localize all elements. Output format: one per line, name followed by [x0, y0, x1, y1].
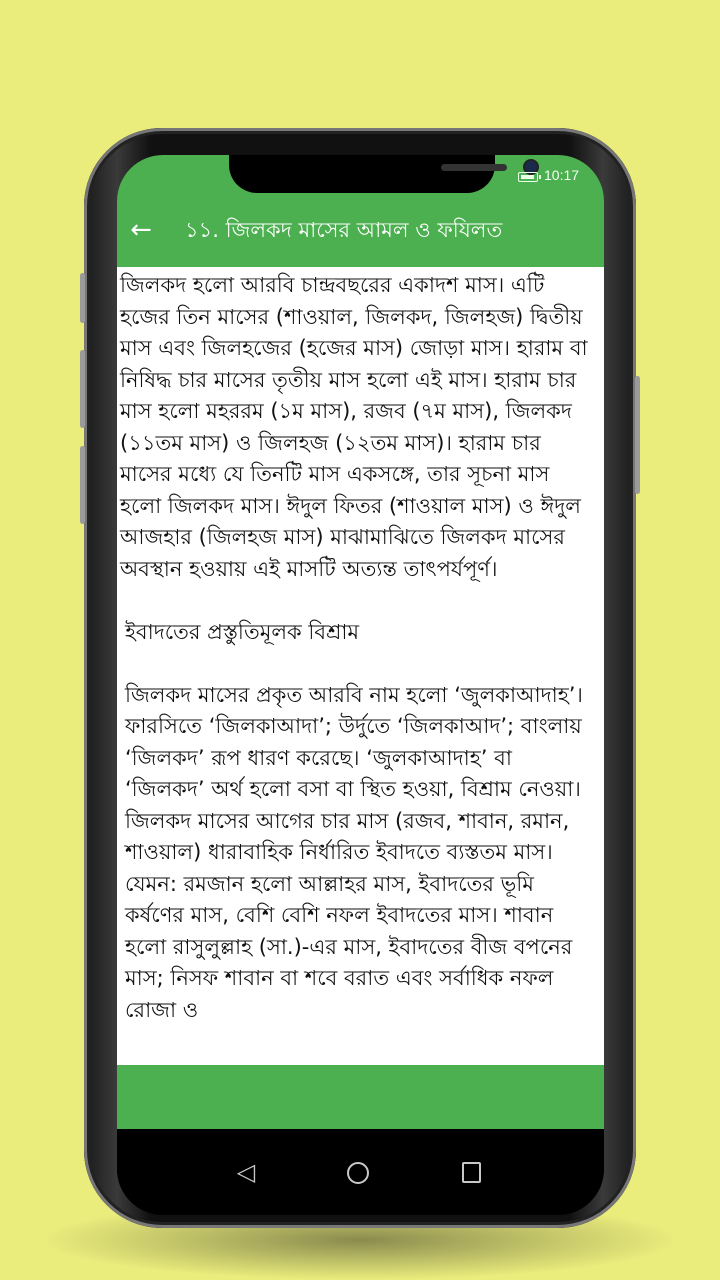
battery-charging-icon	[518, 172, 538, 182]
article-content[interactable]	[117, 267, 604, 1065]
article-paragraph: জিলকদ মাসের প্রকৃত আরবি নাম হলো ‘জুলকাআদাহ’। ফারসিতে ‘জিলকাআদা’; উর্দুতে ‘জিলকাআদ’; বাংলায় ‘জিলকদ’ রূপ ধারণ করেছে। ‘জুলকাআদাহ’ বা ‘জিলকদ’ অর্থ হলো বসা বা স্থিত হওয়া, বিশ্রাম নেওয়া। জিলকদ মাসের আগের চার মাস (রজব, শাবান, রমান, শাওয়াল) ধারাবাহিক নির্ধারিত ইবাদতে ব্যস্ততম মাস। যেমন: রমজান হলো আল্লাহর মাস, ইবাদতের ভূমি কর্ষণের মাস, বেশি বেশি নফল ইবাদতের মাস। শাবান হলো রাসুলুল্লাহ (সা.)-এর মাস, ইবাদতের বীজ বপনের মাস; নিসফ শাবান বা শবে বরাত এবং সর্বাধিক নফল রোজা ও	[125, 682, 583, 1022]
article-paragraph: জিলকদ হলো আরবি চান্দ্রবছরের একাদশ মাস। এটি হজের তিন মাসের (শাওয়াল, জিলকদ, জিলহজ) দ্বিতীয় মাস এবং জিলহজের (হজের মাস) জোড়া মাস। হারাম বা নিষিদ্ধ চার মাসের তৃতীয় মাস হলো এই মাস। হারাম চার মাস হলো মহররম (১ম মাস), রজব (৭ম মাস), জিলকদ (১১তম মাস) ও জিলহজ (১২তম মাস)। হারাম চার মাসের মধ্যে যে তিনটি মাস একসঙ্গে, তার সূচনা মাস হলো জিলকদ মাস। ঈদুল ফিতর (শাওয়াল মাস) ও ঈদুল আজহার (জিলহজ মাস) মাঝামাঝিতে জিলকদ মাসের অবস্থান হওয়ায় এই মাসটি অত্যন্ত তাৎপর্যপূর্ণ।	[120, 273, 588, 581]
earpiece-speaker	[441, 164, 507, 171]
volume-down-button	[80, 446, 85, 524]
spacer	[117, 648, 604, 680]
system-nav-bar	[117, 1129, 604, 1215]
spacer	[117, 585, 604, 617]
bottom-banner-area	[117, 1065, 604, 1129]
section-heading: ইবাদতের প্রস্তুতিমূলক বিশ্রাম	[125, 619, 360, 644]
phone-screen	[117, 155, 604, 1215]
page-title: ১১. জিলকদ মাসের আমল ও ফযিলত	[185, 218, 503, 242]
nav-recents-icon[interactable]	[454, 1155, 488, 1189]
mute-switch	[80, 273, 85, 323]
app-bar	[117, 197, 604, 267]
power-button	[635, 376, 640, 494]
nav-back-icon[interactable]: ◁	[236, 1158, 256, 1186]
status-time: 10:17	[544, 167, 580, 183]
status-bar	[117, 155, 604, 197]
volume-up-button	[80, 350, 85, 428]
arrow-back-icon[interactable]: ←	[130, 215, 152, 245]
nav-home-icon[interactable]	[341, 1155, 375, 1189]
notch	[229, 155, 495, 193]
